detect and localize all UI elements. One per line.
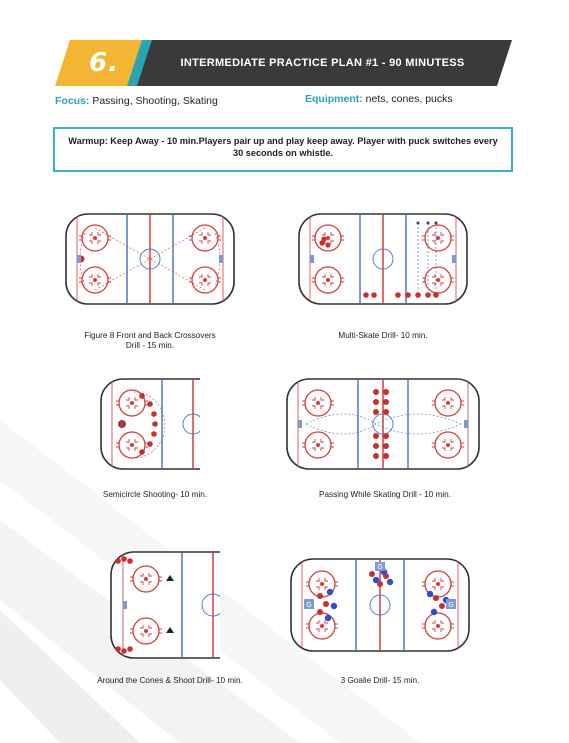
equipment-label: Equipment: (305, 93, 363, 105)
equipment-line (305, 93, 453, 105)
rink-diagram-multiskate (298, 213, 468, 305)
warmup-box (53, 127, 513, 172)
goalie-label: G (448, 601, 454, 609)
rink-diagram-figure8 (65, 213, 235, 305)
rink-diagram-3goalie (290, 558, 470, 652)
drill-caption: Multi-Skate Drill- 10 min. (338, 331, 428, 340)
goalie-label: G (306, 601, 312, 609)
warmup-text: Warmup: Keep Away - 10 min.Players pair up and play keep away. Player with puck switches every 30 seconds on whistle. (68, 136, 498, 158)
drill-caption: Around the Cones & Shoot Drill- 10 min. (97, 676, 243, 685)
drill-caption: Semicircle Shooting- 10 min. (102, 490, 208, 499)
rink-diagram-cones (110, 551, 220, 659)
rink-diagram-passing (286, 378, 480, 470)
focus-label: Focus: (55, 95, 90, 107)
focus-line (55, 95, 218, 107)
focus-value: Passing, Shooting, Skating (92, 95, 218, 107)
drill-caption: Passing While Skating Drill - 10 min. (319, 490, 451, 499)
equipment-value: nets, cones, pucks (365, 93, 453, 105)
goalie-label: G (377, 563, 383, 571)
page-title: INTERMEDIATE PRACTICE PLAN #1 - 90 MINUTESS (180, 57, 465, 69)
drill-caption: 3 Goalie Drill- 15 min. (340, 676, 420, 685)
plan-number: 6. (89, 48, 119, 78)
rink-diagram-semicircle (100, 378, 200, 470)
drill-caption: Figure 8 Front and Back Crossovers Drill - 15 min. (84, 331, 216, 350)
